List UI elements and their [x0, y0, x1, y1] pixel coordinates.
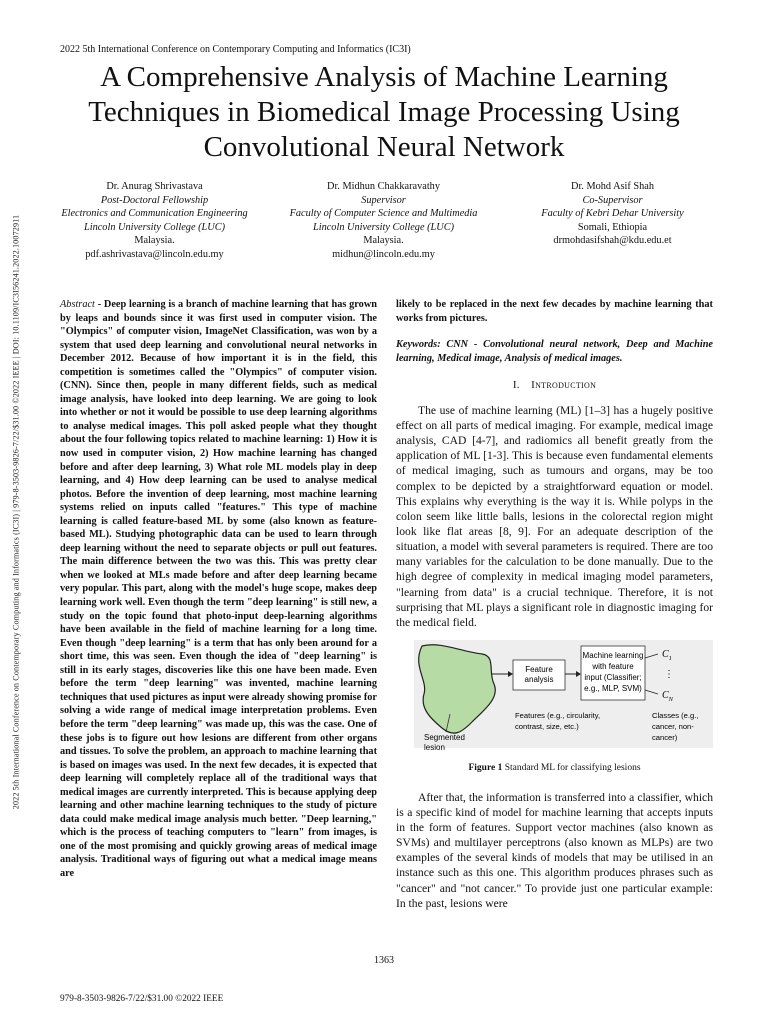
class-ellipsis: ⋮ — [664, 669, 674, 681]
feature-box-line1: Feature — [525, 665, 553, 675]
classes-label-line2: cancer, non- — [652, 722, 694, 732]
abstract-text: - Deep learning is a branch of machine learning that has grown by leaps and bounds since it was first used in computer vision. The "Olympics" of computer vision, ImageNet Classification, was won by a system that used deep learning and convolutional neural networks in December 2012. Because of how important it is in the field, this competition is sometimes called the "Olympics" of computer vision. (CNN). Since then, people in many different fields, such as medical image analysis, have looked into deep learning. We are going to look into whether or not it would be possible to use deep learning algorithms to analyse medical images. This poll asked people what they thought about the four following topics related to machine learning: 1) How it is now used in computer vision, 2) How machine learning has changed before and after deep learning, 3) What role ML models play in deep learning, and 4) How deep learning can be used to analyse medical photos. Before the invention of deep learning, most machine learning systems relied on inputs called "features." This type of machine learning is called feature-based ML by some (also known as feature-based ML). Studying photographic data can be used to learn through deep learning without the need to separate objects or pull out features. The main difference between the two was this. This was pretty clear when we looked at MLs made before and after deep learning became very popular. This part, along with the model's huge scope, makes deep learning work well. Even though the term "deep learning" is still new, a study on the topic found that photo-input deep-learning algorithms have been available in the field of machine learning for a long time. Even though "deep learning" is a term that has only been around for a short time, this was seen. Even though the idea of "deep learning" is still in its early stages, discoveries like this one have been made. Even before the term "deep learning" was invented, machine learning techniques that used pictures as input were already showing promise for solving a wide range of medical image interpretation problems. Even before the term "deep learning" was made up, this was the case. One of these jobs is to figure out how lesions are different from other organs and tissues. To solve the problem, an approach to machine learning that is based on images was used. In the next few decades, it is expected that deep learning will completely replace all of the traditional ways that medical images are currently interpreted. This is because applying deep learning and other machine learning techniques to the study of picture data could make medical image analysis much better. "Deep learning," which is the process of teaching computers to "learn" from images, is one of the most promising and quickly growing areas of medical image analysis. Traditional ways of figuring out what a medical image means are — [60, 299, 377, 879]
classes-label-line3: cancer) — [652, 733, 678, 743]
segmented-label-line1: Segmented — [424, 733, 465, 743]
ml-box-line1: Machine learning — [582, 651, 644, 661]
page-number: 1363 — [374, 955, 394, 966]
feature-box-line2: analysis — [524, 675, 554, 685]
intro-paragraph-1: The use of machine learning (ML) [1–3] has a hugely positive effect on all parts of medical imaging. For example, medical image analysis, CAD [4-7], and radiomics all benefit greatly from the application of ML [1-3]. This is because even fundamental elements of medical imaging, such as tumours and organs, may be too complex to be depicted by a straightforward equation or model. This explains why everything is the way it is. While polyps in the colon seem like little balls, lesions in the colorectal region might look like flat areas [8, 9]. For an adequate description of the situation, a model with several parameters is required. There are too many variables for the calculation to be done manually. Due to the high degree of complexity in medical imaging model parameters, "learning from data" is a crucial technique. Therefore, it is not surprising that ML plays a significant role in diagnostic imaging for the medical field. — [396, 403, 713, 629]
side-doi-text: 2022 5th International Conference on Contemporary Computing and Informatics (IC3I) | 979-8-3503-9826-7/22/$31.00 ©2022 IEEE | DOI: 10.1109/IC3I56241.2022.10072911 — [11, 214, 21, 810]
author-2 — [269, 180, 498, 262]
ml-box-line2: with feature — [592, 662, 634, 672]
author-location: Malaysia. — [363, 235, 404, 247]
classes-label-line1: Classes (e.g., — [652, 711, 699, 721]
author-3 — [498, 180, 727, 262]
ml-box-line4: e.g., MLP, SVM) — [584, 684, 642, 694]
section-number: I. — [512, 379, 520, 392]
author-role: Supervisor — [361, 194, 406, 206]
class-c1-letter: C — [662, 649, 669, 661]
author-name: Dr. Midhun Chakkaravathy — [327, 181, 440, 192]
features-label-line2: contrast, size, etc.) — [515, 722, 579, 732]
segmented-label-line2: lesion — [424, 743, 445, 753]
author-org: Lincoln University College (LUC) — [313, 221, 454, 233]
section-title: Introduction — [531, 379, 597, 392]
author-location: Somali, Ethiopia — [577, 221, 648, 233]
side-doi-strip — [8, 132, 24, 892]
section-heading — [396, 379, 713, 393]
author-name: Dr. Anurag Shrivastava — [106, 181, 203, 192]
author-dept: Electronics and Communication Engineering — [61, 208, 248, 220]
figure-caption — [396, 762, 713, 776]
abstract-continuation: likely to be replaced in the next few decades by machine learning that works from pictures. — [396, 299, 713, 324]
author-location: Malaysia. — [134, 235, 175, 247]
author-role: Co-Supervisor — [582, 194, 643, 206]
author-email: pdf.ashrivastava@lincoln.edu.my — [85, 248, 224, 260]
author-dept: Faculty of Computer Science and Multimedia — [289, 208, 478, 220]
intro-paragraph-2: After that, the information is transferred into a classifier, which is a specific kind of model for machine learning that accepts inputs in the form of features. Support vector machines (also known as SVMs) and multilayer perceptrons (also known as MLPs) are two examples of the several kinds of models that may be utilised in an instance such as this one. This algorithm produces phrases such as "cancer" and "not cancer." To provide just one particular example: In the past, lesions were — [396, 790, 713, 910]
keywords: Keywords: CNN - Convolutional neural network, Deep and Machine learning, Medical image, Analysis of medical images. — [396, 339, 713, 364]
right-column — [396, 298, 713, 911]
conference-header: 2022 5th International Conference on Contemporary Computing and Informatics (IC3I) — [60, 44, 411, 55]
author-org: Lincoln University College (LUC) — [84, 221, 225, 233]
author-role: Post-Doctoral Fellowship — [100, 194, 209, 206]
features-label-line1: Features (e.g., circularity, — [515, 711, 601, 721]
author-email: midhun@lincoln.edu.my — [332, 248, 435, 260]
author-1 — [40, 180, 269, 262]
class-c1-subscript: 1 — [668, 655, 672, 663]
figure-caption-label: Figure 1 — [468, 763, 503, 774]
left-column — [60, 298, 377, 881]
abstract-paragraph — [60, 298, 377, 881]
author-name: Dr. Mohd Asif Shah — [571, 181, 654, 192]
figure-1 — [396, 640, 713, 776]
footer-copyright: 979-8-3503-9826-7/22/$31.00 ©2022 IEEE — [60, 994, 224, 1004]
figure-1-diagram — [396, 640, 713, 760]
class-cn-letter: C — [662, 690, 669, 702]
class-cn-subscript: N — [668, 696, 674, 704]
author-email: drmohdasifshah@kdu.edu.et — [553, 235, 672, 247]
figure-caption-text: Standard ML for classifying lesions — [502, 763, 641, 774]
authors-block — [40, 180, 728, 262]
abstract-lead: Abstract — [60, 299, 95, 310]
author-dept: Faculty of Kebri Dehar University — [541, 208, 684, 220]
ml-box-line3: input (Classifier; — [584, 673, 642, 683]
paper-title: A Comprehensive Analysis of Machine Learning Techniques in Biomedical Image Processing Using Convolutional Neural Network — [88, 61, 680, 163]
